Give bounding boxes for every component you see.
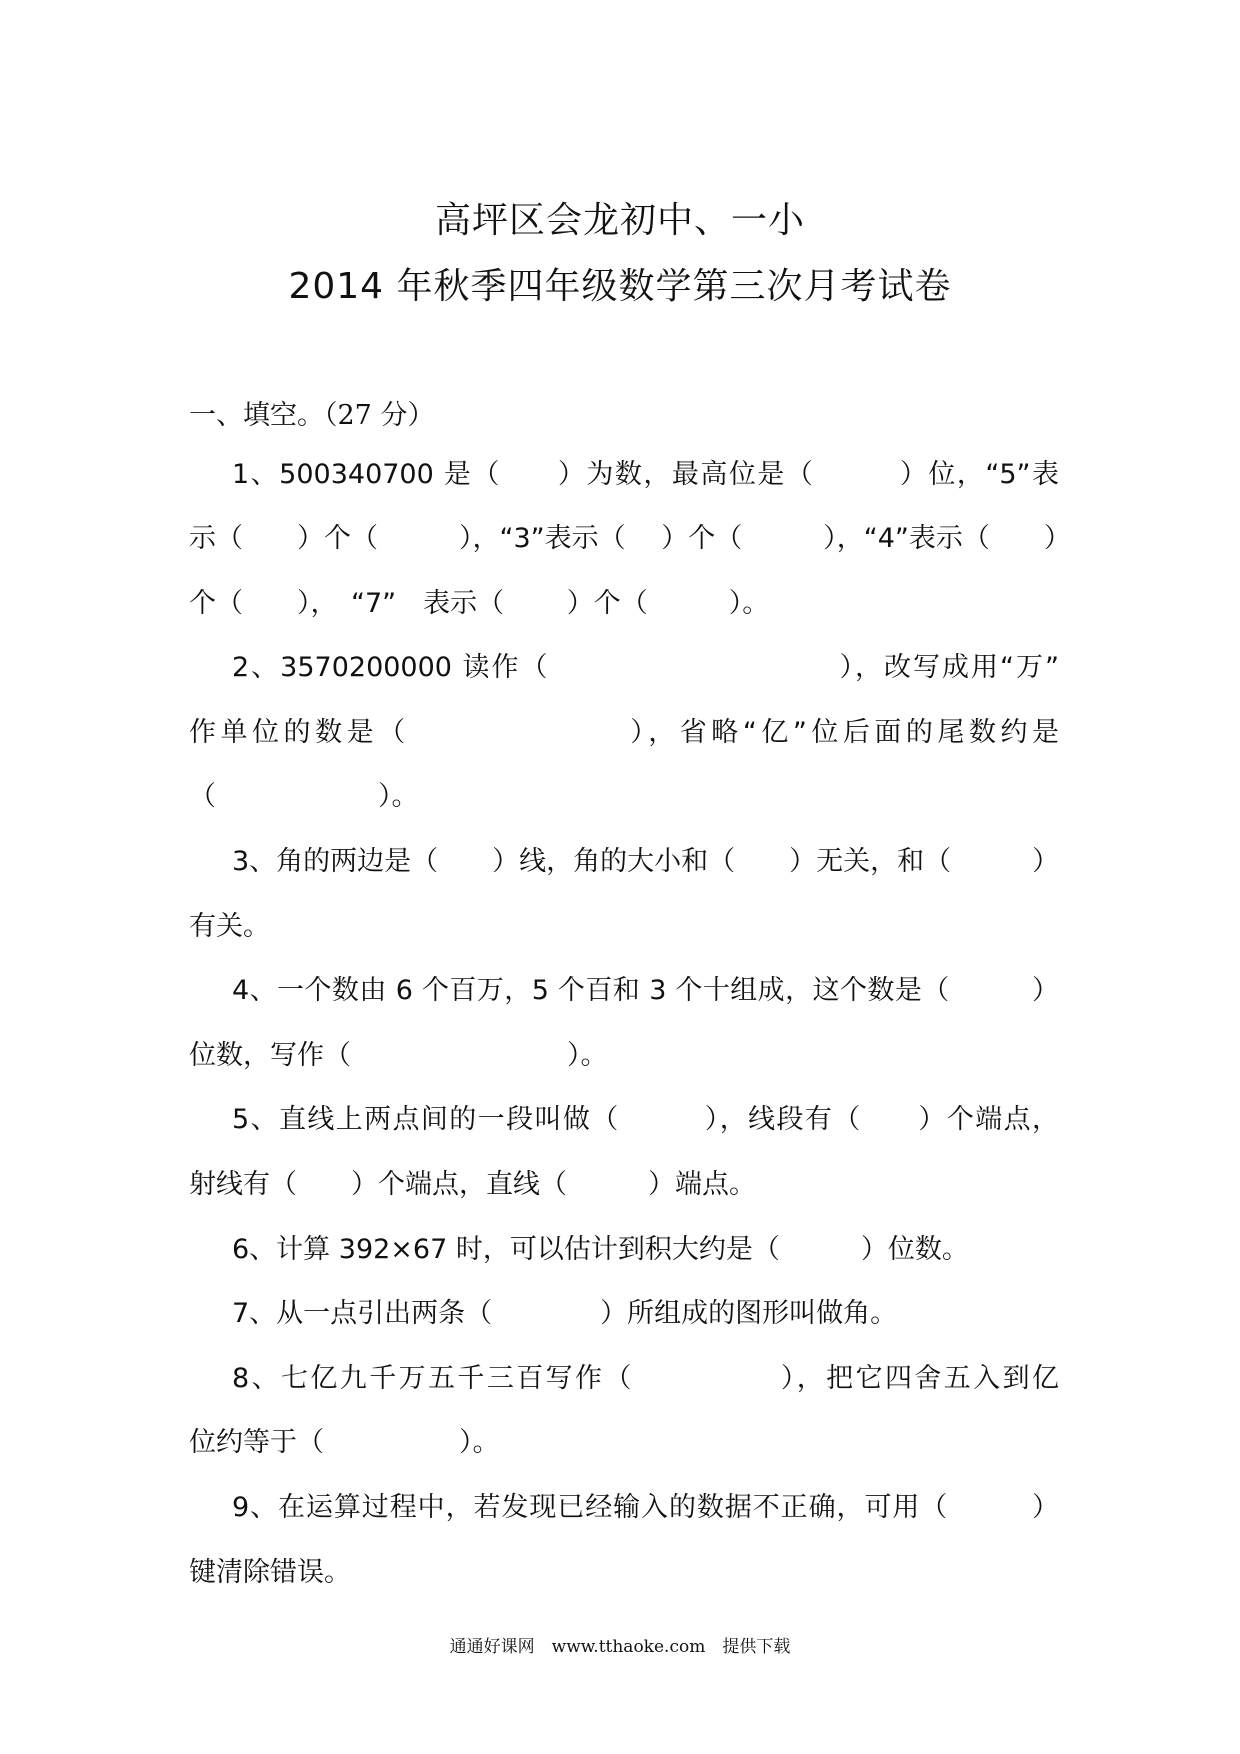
- section-points: （27 分）: [324, 400, 435, 431]
- question-1-line-2: 示（ ）个（ ），“3”表示（ ）个（ ），“4”表示（ ）: [189, 523, 1071, 554]
- question-6-line-1: 6、计算 392×67 时，可以估计到积大约是（ ）位数。: [232, 1234, 969, 1265]
- question-3-line-1: 3、角的两边是（ ）线，角的大小和（ ）无关，和（ ）: [232, 846, 1060, 877]
- question-8-line-1: 8、七亿九千万五千三百写作（ ），把它四舍五入到亿: [232, 1363, 1059, 1394]
- exam-title-school: 高坪区会龙初中、一小: [434, 200, 805, 241]
- question-5-line-1: 5、直线上两点间的一段叫做（ ），线段有（ ）个端点，: [232, 1104, 1059, 1135]
- question-5-line-2: 射线有（ ）个端点，直线（ ）端点。: [189, 1169, 756, 1200]
- question-1-line-1: 1、500340700 是（ ）为数，最高位是（ ）位，“5”表: [232, 459, 1059, 490]
- exam-title-name: 2014 年秋季四年级数学第三次月考试卷: [288, 266, 952, 307]
- section-heading-fill-in: [189, 393, 434, 432]
- question-8-line-2: 位约等于（ ）。: [189, 1427, 500, 1458]
- question-4-line-2: 位数，写作（ ）。: [189, 1040, 608, 1071]
- question-9-line-2: 键清除错误。: [189, 1557, 351, 1588]
- question-2-line-1: 2、3570200000 读作（ ），改写成用“万”: [232, 652, 1059, 683]
- question-7-line-1: 7、从一点引出两条（ ）所组成的图形叫做角。: [232, 1298, 898, 1329]
- question-1-line-3: 个（ ）， “7” 表示（ ）个（ ）。: [189, 588, 770, 619]
- section-heading-label: 一、填空。: [189, 400, 324, 431]
- question-9-line-1: 9、在运算过程中，若发现已经输入的数据不正确，可用（ ）: [232, 1492, 1059, 1523]
- question-2-line-3: （ ）。: [189, 781, 419, 812]
- question-3-line-2: 有关。: [189, 911, 270, 942]
- question-4-line-1: 4、一个数由 6 个百万，5 个百和 3 个十组成，这个数是（ ）: [232, 975, 1059, 1006]
- page-footer: 通通好课网 www.tthaoke.com 提供下载: [449, 1637, 791, 1657]
- question-2-line-2: 作单位的数是（ ），省略“亿”位后面的尾数约是: [189, 717, 1059, 748]
